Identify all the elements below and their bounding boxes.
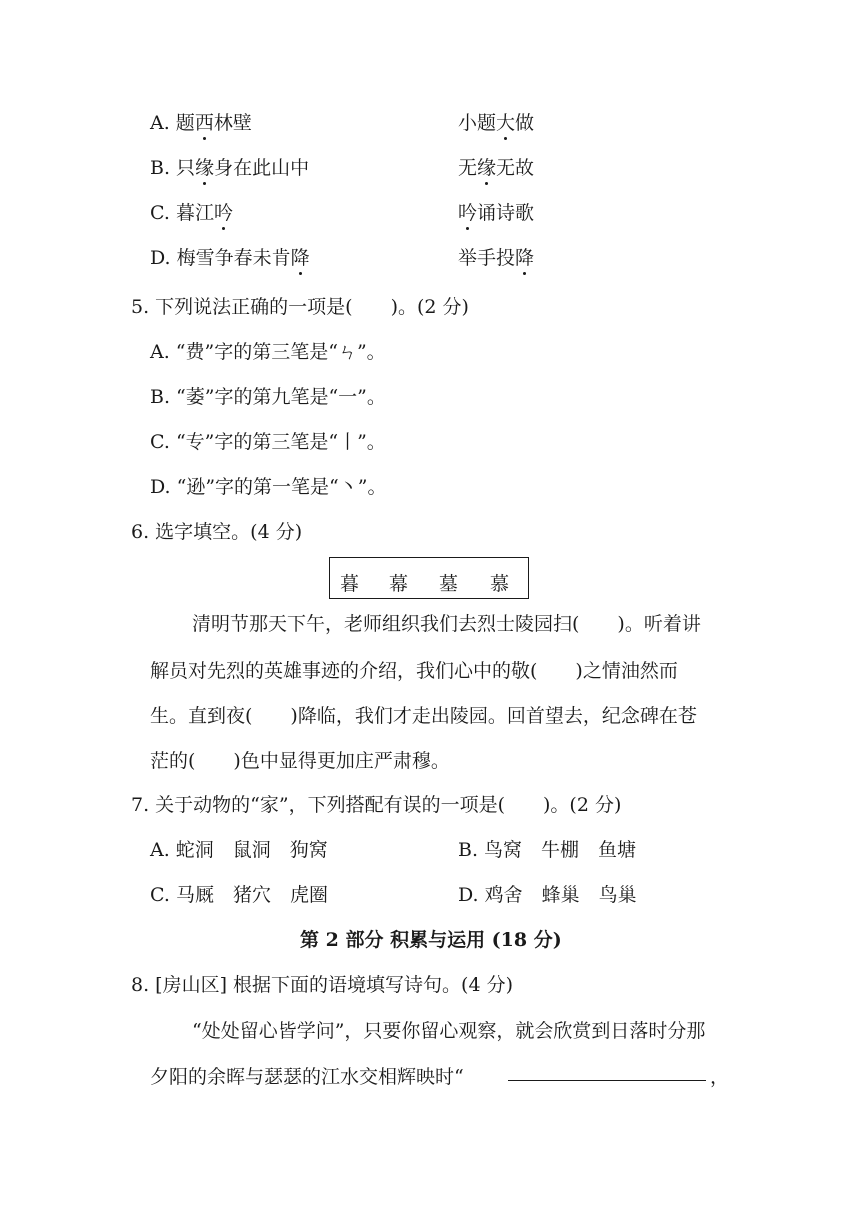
text: 身在此山中 <box>214 157 310 179</box>
text: C. 暮江 <box>150 202 214 224</box>
answer-blank[interactable] <box>508 1080 706 1081</box>
section-heading: 第 2 部分 积累与运用 (18 分) <box>300 929 562 951</box>
dotted-char: 缘 <box>477 157 497 179</box>
q6-passage-line: 生。直到夜( )降临，我们才走出陵园。回首望去，纪念碑在苍 <box>150 705 697 727</box>
q6-choice: 慕 <box>490 573 510 595</box>
text: A. 题 <box>150 112 195 134</box>
q6-choice: 暮 <box>340 573 360 595</box>
dotted-char: 吟 <box>213 202 233 224</box>
q4-option-c-right <box>458 204 534 223</box>
q7-stem: 7. 关于动物的“家”，下列搭配有误的一项是( )。(2 分) <box>131 794 622 816</box>
q6-choice: 墓 <box>439 573 459 595</box>
q4-option-d-right <box>458 249 534 268</box>
text: 做 <box>515 112 535 134</box>
q5-option-b: B. “萎”字的第九笔是“一”。 <box>150 386 386 408</box>
q6-passage-line: 清明节那天下午，老师组织我们去烈士陵园扫( )。听着讲 <box>192 613 701 635</box>
q4-option-b-right <box>458 159 534 178</box>
text: B. 只 <box>150 157 196 179</box>
dotted-char: 降 <box>515 247 535 269</box>
q8-passage-line: 夕阳的余晖与瑟瑟的江水交相辉映时“ <box>150 1066 464 1088</box>
dotted-char: 大 <box>496 112 516 134</box>
q6-choice-box <box>329 557 529 599</box>
text: 无 <box>458 157 478 179</box>
q4-option-c-left <box>150 204 233 223</box>
q7-option-a: A. 蛇洞 鼠洞 狗窝 <box>150 839 328 861</box>
q5-option-c: C. “专”字的第三笔是“丨”。 <box>150 431 386 453</box>
q7-option-d: D. 鸡舍 蜂巢 鸟巢 <box>458 884 637 906</box>
q8-stem: 8. [房山区] 根据下面的语境填写诗句。(4 分) <box>131 974 513 996</box>
q5-option-d: D. “逊”字的第一笔是“丶”。 <box>150 476 387 498</box>
dotted-char: 吟 <box>458 202 478 224</box>
text: 林壁 <box>213 112 252 134</box>
q7-option-c: C. 马厩 猪穴 虎圈 <box>150 884 328 906</box>
text: 小题 <box>458 112 497 134</box>
q8-passage-line: “处处留心皆学问”，只要你留心观察，就会欣赏到日落时分那 <box>192 1020 706 1042</box>
q6-stem: 6. 选字填空。(4 分) <box>131 521 303 543</box>
dotted-char: 缘 <box>195 157 215 179</box>
dotted-char: 降 <box>290 247 310 269</box>
text: 举手投 <box>458 247 516 269</box>
q8-punctuation: ， <box>710 1066 730 1088</box>
q5-option-a: A. “费”字的第三笔是“ㄣ”。 <box>150 341 386 363</box>
q4-option-b-left <box>150 159 309 178</box>
text: D. 梅雪争春未肯 <box>150 247 291 269</box>
q5-stem: 5. 下列说法正确的一项是( )。(2 分) <box>131 296 469 318</box>
q4-option-a-left <box>150 114 252 133</box>
q7-option-b: B. 鸟窝 牛棚 鱼塘 <box>458 839 637 861</box>
q6-passage-line: 解员对先烈的英雄事迹的介绍，我们心中的敬( )之情油然而 <box>150 660 678 682</box>
q4-option-a-right <box>458 114 534 133</box>
dotted-char: 西 <box>194 112 214 134</box>
q6-passage-line: 茫的( )色中显得更加庄严肃穆。 <box>150 750 450 772</box>
q4-option-d-left <box>150 249 310 268</box>
q6-choice: 幕 <box>389 573 409 595</box>
text: 诵诗歌 <box>477 202 535 224</box>
text: 无故 <box>496 157 535 179</box>
